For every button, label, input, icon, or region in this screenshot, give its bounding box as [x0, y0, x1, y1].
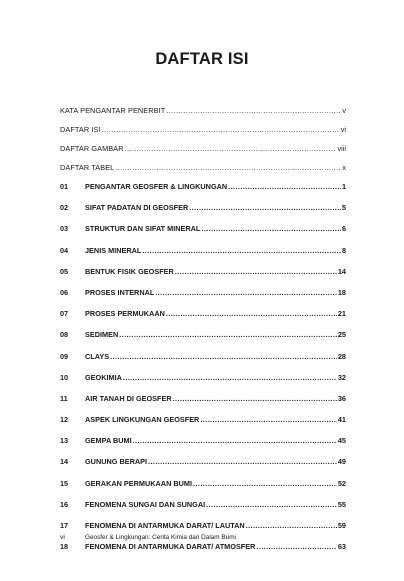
chapter-number: 12 [60, 415, 69, 425]
toc-front-entry[interactable] [60, 163, 346, 182]
dot-leader [115, 163, 341, 172]
footer-page-number: vi [60, 534, 65, 541]
toc-entry-label: CLAYS [85, 351, 110, 361]
page-footer [60, 534, 346, 541]
toc-entry-label: GEMPA BUMI [85, 436, 132, 446]
toc-entry-page: 36 [337, 393, 346, 403]
toc-entry-label: ASPEK LINGKUNGAN GEOSFER [85, 415, 200, 425]
chapter-number: 08 [60, 330, 69, 340]
dot-leader [166, 106, 341, 115]
toc-entry-page: 5 [341, 203, 346, 213]
dot-leader [228, 182, 341, 191]
toc-entry-page: v [342, 106, 346, 115]
toc-entry-page: 8 [341, 245, 346, 255]
chapter-number: 05 [60, 266, 69, 276]
toc-chapter-entry[interactable] [60, 309, 346, 330]
toc-entry-page: 55 [337, 499, 346, 509]
toc-chapter-entry[interactable] [60, 267, 346, 288]
toc-entry-page: 14 [337, 266, 346, 276]
toc-chapter-entry[interactable] [60, 479, 346, 500]
toc-entry-page: 49 [337, 457, 346, 467]
footer-book-title: Geosfer & Lingkungan: Cerita Kimia dari Dalam Bumi [85, 534, 236, 541]
toc-entry-label: GEOKIMIA [85, 372, 122, 382]
toc-entry-label: SEDIMEN [85, 330, 119, 340]
toc-chapter-entry[interactable] [60, 352, 346, 373]
chapter-number: 15 [60, 478, 69, 488]
dot-leader [175, 267, 337, 276]
dot-leader [246, 521, 337, 530]
toc-chapter-entry[interactable] [60, 436, 346, 457]
toc-entry-label: PENGANTAR GEOSFER & LINGKUNGAN [85, 182, 228, 191]
dot-leader [125, 144, 337, 153]
chapter-number: 03 [60, 224, 69, 234]
toc-entry-page: viii [337, 144, 346, 153]
dot-leader [201, 224, 341, 233]
toc-entry-page: 25 [337, 330, 346, 340]
toc-chapter-entry[interactable] [60, 182, 346, 203]
toc-entry-page: 28 [337, 351, 346, 361]
toc-entry-label: GUNUNG BERAPI [85, 457, 148, 467]
dot-leader [102, 125, 340, 134]
dot-leader [173, 394, 337, 403]
toc-chapter-entry[interactable] [60, 394, 346, 415]
toc-entry-label: BENTUK FISIK GEOSFER [85, 266, 174, 276]
toc-entry-page: vi [340, 125, 346, 134]
chapter-number: 06 [60, 287, 69, 297]
toc-entry-label: PROSES INTERNAL [85, 287, 155, 297]
toc-entry-page: 32 [337, 372, 346, 382]
toc-chapter-entry[interactable] [60, 415, 346, 436]
toc-entry-page: 21 [337, 309, 346, 319]
toc-entry-page: 1 [341, 182, 346, 191]
toc-chapter-entry[interactable] [60, 500, 346, 521]
dot-leader [148, 457, 337, 466]
chapter-number: 16 [60, 499, 69, 509]
chapter-number: 18 [60, 542, 69, 552]
toc-entry-label: FENOMENA DI ANTARMUKA DARAT/ LAUTAN [85, 521, 245, 530]
chapter-number: 04 [60, 245, 69, 255]
toc-chapter-entry[interactable] [60, 542, 346, 563]
toc-entry-label: DAFTAR TABEL [60, 163, 115, 172]
toc-entry-label: AIR TANAH DI GEOSFER [85, 393, 172, 403]
toc-entry-page: 59 [337, 521, 346, 530]
chapter-number: 09 [60, 351, 69, 361]
chapter-list [60, 182, 346, 563]
chapter-number: 10 [60, 372, 69, 382]
dot-leader [256, 542, 336, 551]
dot-leader [166, 309, 337, 318]
toc-entry-label: PROSES PERMUKAAN [85, 309, 165, 319]
toc-entry-page: 6 [341, 224, 346, 234]
toc-entry-label: SIFAT PADATAN DI GEOSFER [85, 203, 189, 213]
dot-leader [155, 288, 337, 297]
table-of-contents [60, 106, 346, 563]
toc-chapter-entry[interactable] [60, 246, 346, 267]
dot-leader [110, 352, 337, 361]
chapter-number: 17 [60, 521, 69, 530]
dot-leader [200, 415, 337, 424]
toc-entry-label: JENIS MINERAL [85, 245, 142, 255]
dot-leader [142, 246, 341, 255]
chapter-number: 14 [60, 457, 69, 467]
dot-leader [133, 436, 337, 445]
toc-front-entry[interactable] [60, 125, 346, 144]
toc-front-entry[interactable] [60, 144, 346, 163]
toc-entry-label: STRUKTUR DAN SIFAT MINERAL [85, 224, 201, 234]
dot-leader [119, 330, 337, 339]
toc-entry-label: KATA PENGANTAR PENERBIT [60, 106, 166, 115]
chapter-number: 01 [60, 182, 69, 191]
toc-chapter-entry[interactable] [60, 203, 346, 224]
toc-entry-page: 52 [337, 478, 346, 488]
dot-leader [193, 479, 337, 488]
toc-chapter-entry[interactable] [60, 373, 346, 394]
chapter-number: 02 [60, 203, 69, 213]
toc-entry-page: 45 [337, 436, 346, 446]
front-matter-list [60, 106, 346, 182]
dot-leader [206, 500, 337, 509]
toc-entry-label: FENOMENA SUNGAI DAN SUNGAI [85, 499, 206, 509]
toc-entry-page: 63 [337, 542, 346, 552]
toc-entry-label: GERAKAN PERMUKAAN BUMI [85, 478, 193, 488]
chapter-number: 11 [60, 393, 68, 403]
page-title: DAFTAR ISI [155, 50, 249, 68]
dot-leader [123, 373, 337, 382]
chapter-number: 07 [60, 309, 69, 319]
toc-entry-label: DAFTAR GAMBAR [60, 144, 124, 153]
toc-entry-page: x [342, 163, 346, 172]
dot-leader [189, 203, 341, 212]
toc-chapter-entry[interactable] [60, 288, 346, 309]
chapter-number: 13 [60, 436, 69, 446]
toc-chapter-entry[interactable] [60, 457, 346, 478]
toc-entry-page: 41 [337, 415, 346, 425]
toc-front-entry[interactable] [60, 106, 346, 125]
toc-entry-page: 18 [337, 287, 346, 297]
toc-chapter-entry[interactable] [60, 330, 346, 351]
toc-entry-label: FENOMENA DI ANTARMUKA DARAT/ ATMOSFER [85, 542, 256, 552]
toc-chapter-entry[interactable] [60, 224, 346, 245]
toc-entry-label: DAFTAR ISI [60, 125, 101, 134]
